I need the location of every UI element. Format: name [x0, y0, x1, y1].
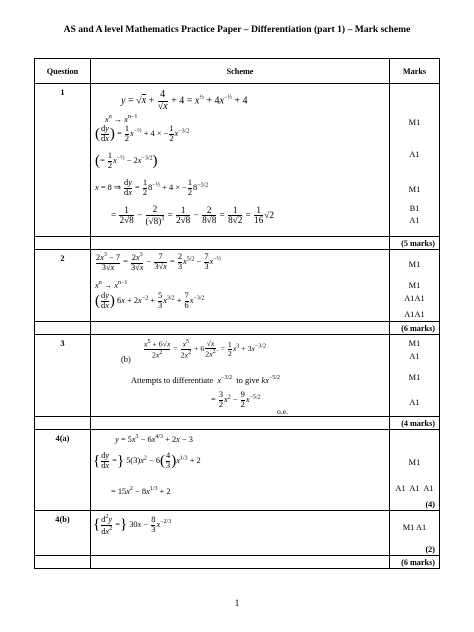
table-header-row — [35, 59, 440, 84]
mark-award: A1A1 — [404, 294, 425, 303]
header-question: Question — [35, 59, 91, 84]
marks-total: (6 marks) — [390, 322, 440, 335]
equation: $x^n \to x^{n-1}$ — [95, 280, 128, 290]
marks-cell — [390, 430, 440, 511]
header-scheme: Scheme — [91, 59, 390, 84]
header-marks: Marks — [390, 59, 440, 84]
mark-award: B1 — [409, 204, 420, 213]
mark-award: A1A1 — [404, 310, 425, 319]
equation: x = 8 ⇒ $\frac{dy}{dx}$ = $\frac{1}{2}$ $8^{-\frac{1}{2}} + 4$ × − $\frac{1}{2}$ $8^{-3/2}$ — [95, 178, 209, 197]
mark-award: M1 — [408, 373, 421, 382]
marks-cell — [390, 84, 440, 237]
marks-total: (4 marks) — [390, 417, 440, 430]
mark-scheme-table — [34, 58, 440, 569]
equation: y = √x + $\frac{4}{√x}$ + $4 = x^{\frac{1}{2}} + 4x^{-\frac{1}{2}} + 4$ — [121, 89, 248, 112]
mark-award: M1 — [408, 458, 421, 467]
equation: $y = 5x^3 - 6x^{4/3} + 2x - 3$ — [115, 434, 193, 444]
equation: = $\frac{1}{2√8}$ − $\frac{2}{(√8)^3}$ = $\frac{1}{2√8}$ − $\frac{2}{8√8}$ = $\frac{1}{8√2}$ = $\frac{1}{16}$ √2 — [111, 204, 274, 226]
mark-award: M1 A1 — [402, 523, 427, 532]
mark-award: A1 — [409, 352, 420, 361]
equation: { $\frac{d^2y}{dx^2}$ =} 30x − $\frac{8}{3}$ $x^{-2/3}$ — [93, 514, 172, 536]
equation: ( $\frac{dy}{dx}$ ) $6x + 2x^{-2}$ + $\frac{5}{3}$ $x^{3/2}$ + $\frac{7}{6}$ $x^{-3/2}$ — [95, 291, 205, 310]
marks-subtotal: (2) — [425, 545, 435, 554]
scheme-text: Attempts to differentiate $x^{-3/2}$ to give $kx^{-5/2}$ — [131, 375, 280, 385]
equation: = $15x^2 - 8x^{1/3} + 2$ — [111, 486, 171, 496]
scheme-cell — [91, 430, 390, 511]
scheme-note: o.e. — [277, 407, 288, 416]
scheme-cell — [91, 335, 390, 417]
marks-cell — [390, 250, 440, 322]
question-label: 4(a) — [35, 430, 91, 511]
mark-award: M1 — [408, 260, 421, 269]
question-2-row — [35, 250, 440, 322]
page-number: 1 — [234, 598, 240, 608]
question-label: 3 — [35, 335, 91, 417]
mark-award: A1 — [409, 398, 420, 407]
question-3-total-row — [35, 417, 440, 430]
mark-award: M1 — [408, 339, 421, 348]
question-label: 1 — [35, 84, 91, 237]
grand-total-row — [35, 556, 440, 569]
question-1-row — [35, 84, 440, 237]
scheme-cell — [91, 84, 390, 237]
scheme-cell — [91, 250, 390, 322]
mark-award: A1 — [409, 216, 420, 225]
part-label: (b) — [121, 355, 131, 364]
question-label: 2 — [35, 250, 91, 322]
mark-award: M1 — [408, 118, 421, 127]
equation: = $\frac{3}{2}$ $x^2$ − $\frac{9}{2}$ $x^{-5/2}$ — [211, 390, 261, 409]
marks-cell — [390, 511, 440, 556]
mark-award: M1 — [408, 281, 421, 290]
marks-subtotal: (4) — [425, 500, 435, 509]
page-title: AS and A level Mathematics Practice Paper – Differentiation (part 1) – Mark scheme — [63, 24, 411, 35]
mark-award: A1 A1 A1 — [395, 484, 434, 493]
equation: (= $\frac{1}{2}$ $x^{-\frac{1}{2}} - 2x^{-3/2}$) — [95, 151, 158, 170]
marks-total: (6 marks) — [390, 556, 440, 569]
equation: { $\frac{dy}{dx}$ =} $5(3)x^2 - 6$( $\frac{4}{3}$ )$x^{1/3} + 2$ — [93, 451, 201, 470]
mark-award: A1 — [409, 150, 420, 159]
question-4b-row — [35, 511, 440, 556]
equation: $\frac{2x^3 - 7}{3√x}$ = $\frac{2x^3}{3√x}$ − $\frac{7}{3√x}$ = $\frac{2}{3}$ $x^{5/2}$ − $\frac{7}{3}$ $x^{-\frac{1}{2}}$ — [96, 251, 222, 272]
question-1-total-row — [35, 237, 440, 250]
equation: $x^n \to x^{n-1}$ — [105, 114, 138, 124]
scheme-cell — [91, 511, 390, 556]
question-3-row — [35, 335, 440, 417]
question-label: 4(b) — [35, 511, 91, 556]
marks-cell — [390, 335, 440, 417]
question-2-total-row — [35, 322, 440, 335]
equation: ( $\frac{dy}{dx}$ ) = $\frac{1}{2}$ $x^{-\frac{1}{2}} + 4$ × − $\frac{1}{2}$ $x^{-3/2}$ — [95, 124, 190, 143]
marks-total: (5 marks) — [390, 237, 440, 250]
mark-award: M1 — [408, 185, 421, 194]
equation: $\frac{x^5 + 6√x}{2x^2}$ = $\frac{x^5}{2x^2}$ + 6 $\frac{√x}{2x^2}$ . = $\frac{1}{2}$ $x^3 + 3x^{-3/2}$ — [144, 338, 267, 360]
question-4a-row — [35, 430, 440, 511]
